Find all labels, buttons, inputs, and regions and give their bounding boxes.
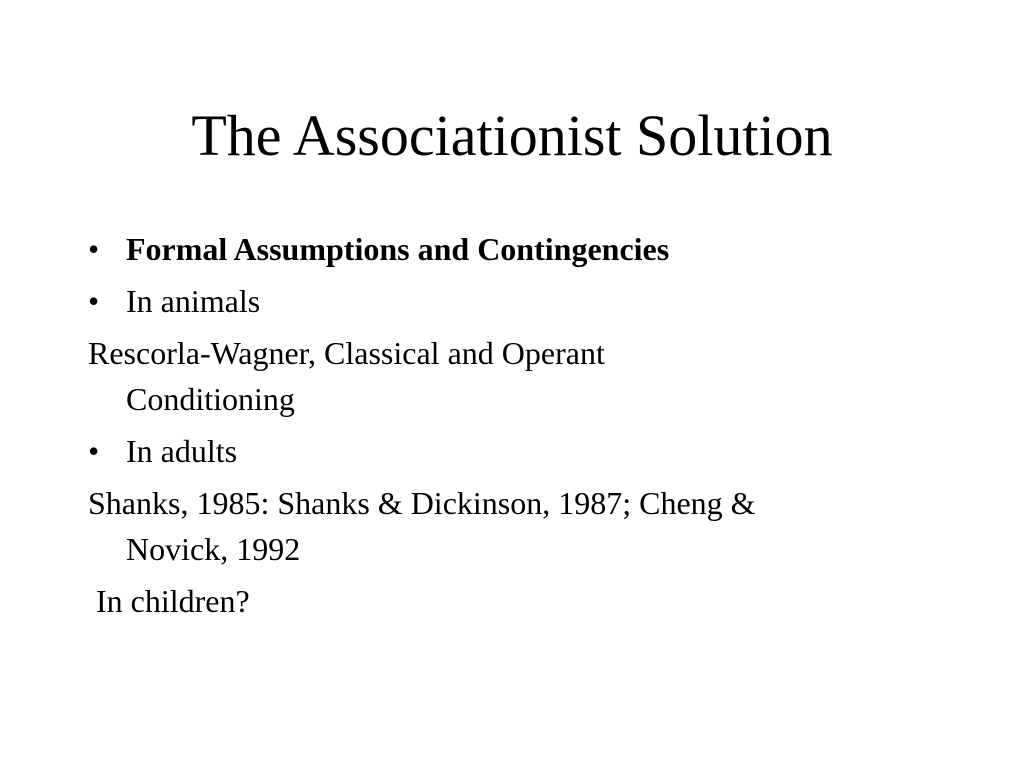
bullet-icon: •: [88, 283, 100, 319]
reference-line-1: Shanks, 1985: Shanks & Dickinson, 1987; Cheng &: [88, 485, 756, 521]
bullet-icon: •: [88, 433, 100, 469]
slide-title: The Associationist Solution: [191, 103, 833, 168]
reference-line-2: Conditioning: [126, 381, 295, 417]
item-text: In children?: [96, 583, 250, 619]
reference-rescorla-wagner: [88, 330, 948, 422]
item-in-children: [88, 578, 948, 624]
bullet-item-in-animals: [88, 278, 948, 324]
bullet-text: In adults: [126, 433, 238, 469]
bullet-text: Formal Assumptions and Contingencies: [126, 231, 670, 267]
reference-line-2: Novick, 1992: [126, 531, 301, 567]
bullet-item-formal-assumptions: [88, 226, 948, 272]
reference-shanks-cheng: [88, 480, 948, 572]
slide-body: [88, 226, 948, 624]
bullet-text: In animals: [126, 283, 261, 319]
bullet-item-in-adults: [88, 428, 948, 474]
reference-line-1: Rescorla-Wagner, Classical and Operant: [88, 335, 605, 371]
bullet-icon: •: [88, 231, 100, 267]
